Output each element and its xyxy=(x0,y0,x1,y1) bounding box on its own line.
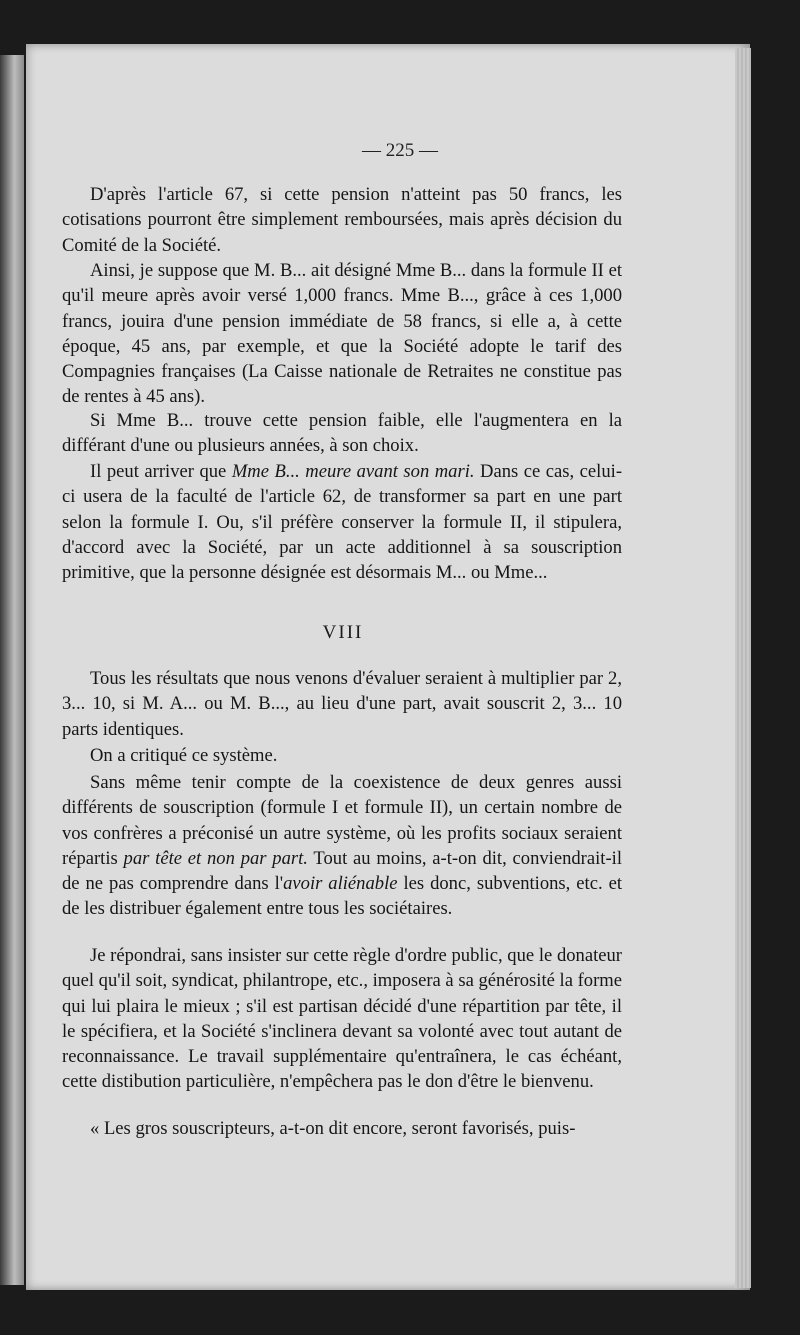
paragraph-deces-mme-b xyxy=(62,459,622,585)
paragraph-gros-souscripteurs: « Les gros souscripteurs, a-t-on dit encore, seront favorisés, puis- xyxy=(90,1118,576,1139)
previous-page-edge xyxy=(0,55,24,1285)
page-number: — 225 — xyxy=(362,140,438,161)
paragraph-article-67: D'après l'article 67, si cette pension n'atteint pas 50 francs, les cotisations pourront être simplement remboursées, mais après décision du Comité de la Société. xyxy=(62,184,622,256)
italic-segment: par tête et non par part. xyxy=(123,847,308,869)
paragraph-critique: On a critiqué ce système. xyxy=(90,745,278,766)
text-segment: Tout au moins, a-t-on dit, conviendrait-il de ne pas comprendre dans l' xyxy=(62,847,622,895)
paragraph-pension-faible: Si Mme B... trouve cette pension faible, elle l'augmentera en la différant d'une ou plusieurs années, à son choix. xyxy=(62,410,622,457)
italic-segment: avoir aliénable xyxy=(283,873,398,895)
section-heading: VIII xyxy=(322,622,364,643)
text-segment: Sans même tenir compte de la coexistence de deux genres aussi différents de souscription (formule I et formule II), un certain nombre de vos confrères a préconisé un autre système, où les profits sociaux seraient répartis xyxy=(62,772,622,869)
page-stack-edge xyxy=(735,48,751,1288)
paragraph-multiplier: Tous les résultats que nous venons d'évaluer seraient à multiplier par 2, 3... 10, si M. A... ou M. B..., au lieu d'une part, avait souscrit 2, 3... 10 parts identiques. xyxy=(62,668,622,740)
text-segment: Dans ce cas, celui-ci usera de la faculté de l'article 62, de transformer sa part en une part selon la formule I. Ou, s'il préfère conserver la formule II, il stipulera, d'accord avec la Société, par un acte additionnel à sa souscription primitive, que la personne désignée est désormais M... ou Mme... xyxy=(62,461,623,584)
italic-segment: Mme B... meure avant son mari. xyxy=(231,461,475,482)
paragraph-reponse: Je répondrai, sans insister sur cette règle d'ordre public, que le donateur quel qu'il soit, syndicat, philantrope, etc., imposera à sa générosité la forme qui lui plaira le mieux ; s'il est partisan décidé d'une répartition par tête, il le spécifiera, et la Société s'inclinera devant sa volonté avec tout autant de reconnaissance. Le travail supplémentaire qu'entraînera, le cas échéant, cette distibution particulière, n'empêchera pas le don d'être le bienvenu. xyxy=(62,945,622,1093)
paragraph-example-mme-b: Ainsi, je suppose que M. B... ait désigné Mme B... dans la formule II et qu'il meure après avoir versé 1,000 francs. Mme B..., grâce à ces 1,000 francs, jouira d'une pension immédiate de 58 francs, si elle a, à cette époque, 45 ans, par exemple, et que la Société adopte le tarif des Compagnies françaises (La Caisse nationale de Retraites ne constitue pas de rentes à 45 ans). xyxy=(62,260,622,408)
text-segment: Il peut arriver que xyxy=(90,461,232,482)
paragraph-repartition xyxy=(62,770,622,922)
text-segment: les donc, subventions, etc. et de les distribuer également entre tous les sociétaires. xyxy=(62,873,622,920)
